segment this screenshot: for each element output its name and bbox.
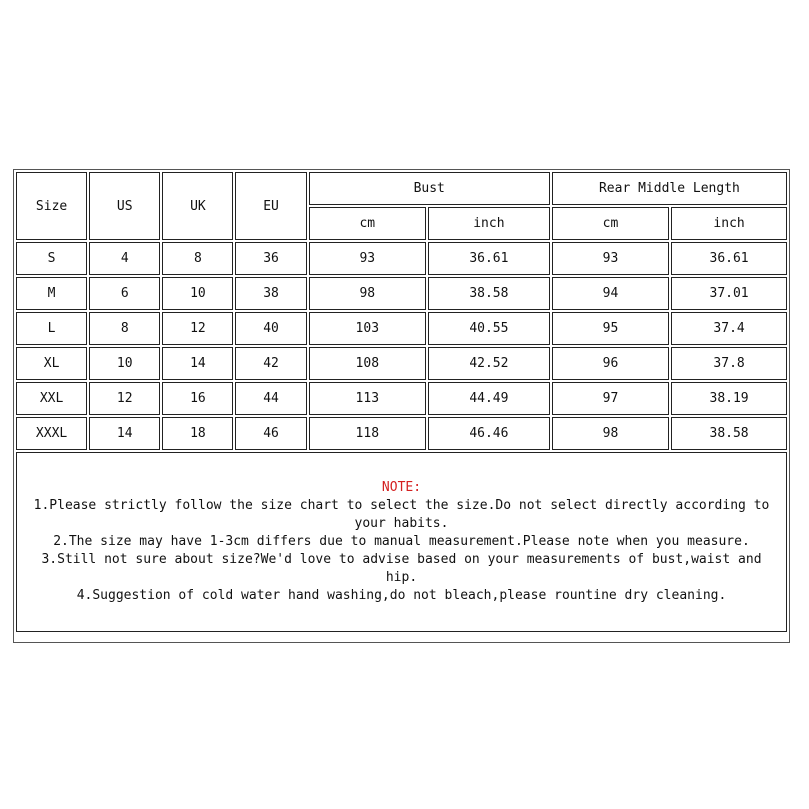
cell-bust-inch: 40.55: [428, 312, 550, 345]
cell-rear-inch: 36.61: [671, 242, 787, 275]
cell-eu: 44: [235, 382, 306, 415]
note-title: NOTE:: [381, 480, 422, 495]
note-box: [16, 452, 787, 632]
cell-eu: 42: [235, 347, 306, 380]
cell-us: 14: [89, 417, 160, 450]
header-size: Size: [16, 172, 87, 240]
cell-bust-cm: 93: [309, 242, 426, 275]
cell-size: XL: [16, 347, 87, 380]
table-row: [16, 417, 787, 450]
note-line-4: 4.Suggestion of cold water hand washing,do not bleach,please rountine dry cleaning.: [76, 588, 727, 603]
table-row: [16, 277, 787, 310]
cell-eu: 36: [235, 242, 306, 275]
cell-rear-inch: 37.4: [671, 312, 787, 345]
cell-bust-cm: 118: [309, 417, 426, 450]
cell-bust-inch: 36.61: [428, 242, 550, 275]
cell-us: 4: [89, 242, 160, 275]
table-row: [16, 347, 787, 380]
note-line-1: 1.Please strictly follow the size chart to select the size.Do not select directly according to your habits.: [33, 498, 770, 531]
header-row: [16, 172, 787, 205]
cell-bust-inch: 38.58: [428, 277, 550, 310]
header-us: US: [89, 172, 160, 240]
cell-uk: 18: [162, 417, 233, 450]
cell-us: 6: [89, 277, 160, 310]
cell-uk: 16: [162, 382, 233, 415]
size-chart: [13, 169, 790, 643]
cell-uk: 8: [162, 242, 233, 275]
cell-bust-cm: 98: [309, 277, 426, 310]
cell-us: 10: [89, 347, 160, 380]
cell-bust-cm: 113: [309, 382, 426, 415]
cell-rear-inch: 37.01: [671, 277, 787, 310]
header-rear-cm: cm: [552, 207, 669, 240]
cell-eu: 38: [235, 277, 306, 310]
table-row: [16, 312, 787, 345]
cell-uk: 12: [162, 312, 233, 345]
cell-rear-cm: 96: [552, 347, 669, 380]
cell-size: XXL: [16, 382, 87, 415]
table-row: [16, 382, 787, 415]
cell-size: XXXL: [16, 417, 87, 450]
note-line-3: 3.Still not sure about size?We'd love to advise based on your measurements of bust,waist and hip.: [41, 552, 762, 585]
cell-rear-inch: 38.58: [671, 417, 787, 450]
cell-us: 12: [89, 382, 160, 415]
cell-eu: 40: [235, 312, 306, 345]
note-line-2: 2.The size may have 1-3cm differs due to manual measurement.Please note when you measure.: [53, 534, 750, 549]
cell-rear-cm: 95: [552, 312, 669, 345]
cell-rear-cm: 98: [552, 417, 669, 450]
note-row: [16, 452, 787, 632]
header-bust: Bust: [309, 172, 550, 205]
cell-bust-cm: 103: [309, 312, 426, 345]
cell-rear-inch: 37.8: [671, 347, 787, 380]
cell-bust-cm: 108: [309, 347, 426, 380]
size-table: [14, 170, 789, 634]
cell-us: 8: [89, 312, 160, 345]
header-uk: UK: [162, 172, 233, 240]
cell-uk: 10: [162, 277, 233, 310]
cell-rear-inch: 38.19: [671, 382, 787, 415]
cell-rear-cm: 93: [552, 242, 669, 275]
header-rear-inch: inch: [671, 207, 787, 240]
cell-uk: 14: [162, 347, 233, 380]
cell-bust-inch: 44.49: [428, 382, 550, 415]
cell-bust-inch: 46.46: [428, 417, 550, 450]
cell-bust-inch: 42.52: [428, 347, 550, 380]
header-rear-middle-length: Rear Middle Length: [552, 172, 787, 205]
header-bust-inch: inch: [428, 207, 550, 240]
cell-rear-cm: 97: [552, 382, 669, 415]
cell-size: L: [16, 312, 87, 345]
cell-size: M: [16, 277, 87, 310]
cell-eu: 46: [235, 417, 306, 450]
cell-size: S: [16, 242, 87, 275]
cell-rear-cm: 94: [552, 277, 669, 310]
header-eu: EU: [235, 172, 306, 240]
header-bust-cm: cm: [309, 207, 426, 240]
table-row: [16, 242, 787, 275]
